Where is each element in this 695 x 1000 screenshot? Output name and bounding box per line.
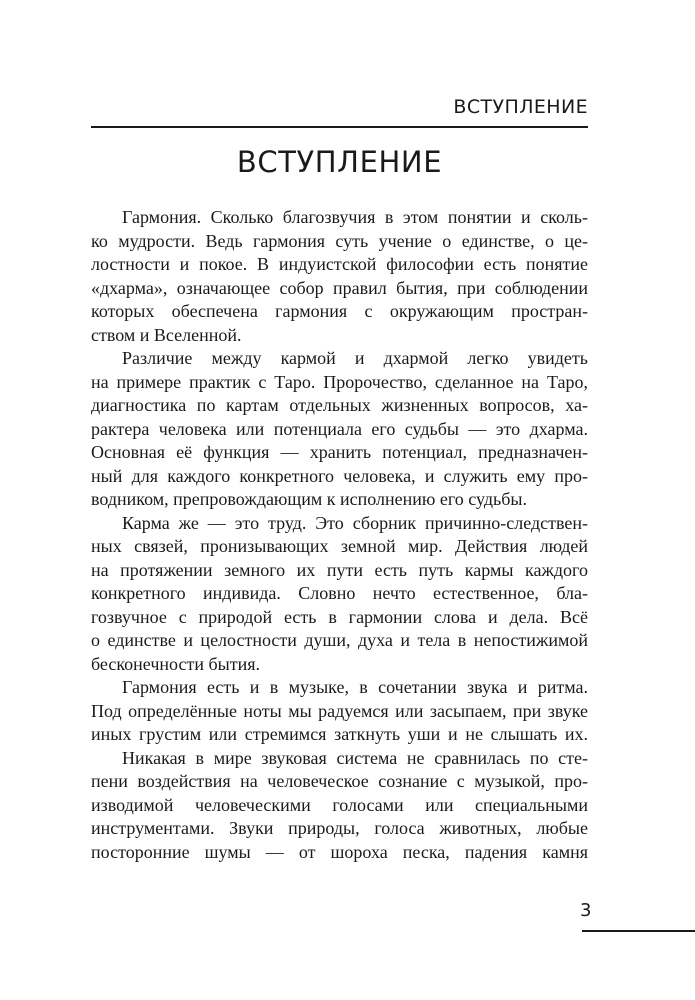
text-line: пени воздействия на человеческое сознание с музыкой, про- bbox=[91, 771, 588, 791]
text-line: Под определённые ноты мы радуемся или засыпаем, при звуке bbox=[91, 700, 588, 721]
text-line: гозвучное с природой есть в гармонии слова и дела. Всё bbox=[91, 606, 588, 627]
text-line: водником, препровождающим к исполнению его судьбы. bbox=[91, 489, 527, 509]
text-line: Основная её функция — хранить потенциал, предназначен- bbox=[91, 442, 588, 462]
header-rule bbox=[91, 126, 588, 128]
text-line: на примере практик с Таро. Пророчество, сделанное на Таро, bbox=[91, 371, 588, 392]
text-line: ством и Вселенной. bbox=[91, 324, 242, 345]
body-text bbox=[91, 206, 588, 864]
chapter-title: ВСТУПЛЕНИЕ bbox=[236, 145, 443, 179]
footer-rule bbox=[582, 930, 695, 932]
text-line: Гармония есть и в музыке, в сочетании звука и ритма. bbox=[122, 677, 588, 697]
text-line: иных грустим или стремимся заткнуть уши и не слышать их. bbox=[91, 724, 588, 744]
text-line: конкретного индивида. Словно нечто естественное, бла- bbox=[91, 583, 588, 603]
page-number: 3 bbox=[580, 900, 592, 921]
text-line: Никакая в мире звуковая система не сравнилась по сте- bbox=[122, 747, 588, 768]
text-line: рактера человека или потенциала его судьбы — это дхарма. bbox=[91, 418, 588, 439]
text-line: которых обеспечена гармония с окружающим простран- bbox=[91, 301, 588, 321]
text-line: ный для каждого конкретного человека, и служить ему про- bbox=[91, 465, 588, 486]
text-line: ко мудрости. Ведь гармония суть учение о единстве, о це- bbox=[91, 230, 588, 251]
text-line: диагностика по картам отдельных жизненных вопросов, ха- bbox=[91, 395, 588, 415]
text-line: бесконечности бытия. bbox=[91, 653, 261, 674]
text-line: посторонние шумы — от шороха песка, падения камня bbox=[91, 841, 588, 862]
text-line: о единстве и целостности души, духа и тела в непостижимой bbox=[91, 630, 588, 650]
text-line: на протяжении земного их пути есть путь кармы каждого bbox=[91, 559, 588, 580]
running-header: ВСТУПЛЕНИЕ bbox=[453, 96, 588, 118]
text-line: «дхарма», означающее собор правил бытия, при соблюдении bbox=[91, 277, 588, 298]
text-line: изводимой человеческими голосами или специальными bbox=[91, 794, 588, 815]
text-line: лостности и покое. В индуистской философии есть понятие bbox=[91, 254, 588, 274]
text-line: инструментами. Звуки природы, голоса животных, любые bbox=[91, 818, 588, 838]
text-line: Различие между кармой и дхармой легко увидеть bbox=[122, 348, 588, 368]
text-line: ных связей, пронизывающих земной мир. Действия людей bbox=[91, 536, 588, 556]
text-line: Карма же — это труд. Это сборник причинно-следствен- bbox=[122, 512, 588, 533]
text-line: Гармония. Сколько благозвучия в этом понятии и сколь- bbox=[122, 207, 588, 227]
